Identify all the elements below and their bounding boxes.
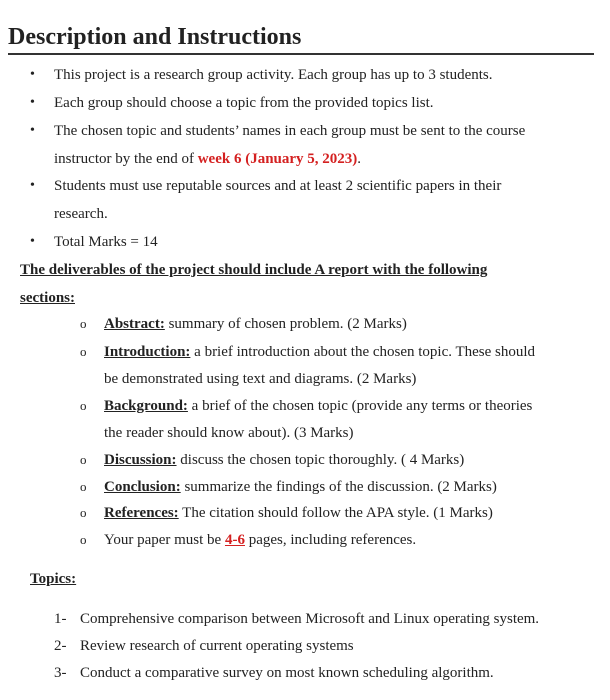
page-title: Description and Instructions xyxy=(8,22,594,55)
topic-item-3: Conduct a comparative survey on most known scheduling algorithm. xyxy=(80,665,494,681)
bullet-item-1: This project is a research group activity. Each group has up to 3 students. xyxy=(54,67,493,83)
sub-bullet-marker: o xyxy=(80,505,87,520)
section-text: summarize the findings of the discussion. (2 Marks) xyxy=(180,479,497,495)
section-background-line2: the reader should know about). (3 Marks) xyxy=(104,425,354,441)
section-text: discuss the chosen topic thoroughly. ( 4 Marks) xyxy=(176,452,465,468)
topics-heading: Topics: xyxy=(30,571,77,587)
bullet-marker: • xyxy=(30,95,35,110)
bullet-item-5: Total Marks = 14 xyxy=(54,234,158,250)
topic-number: 3- xyxy=(54,665,67,681)
section-references xyxy=(104,503,493,523)
sub-bullet-marker: o xyxy=(80,532,87,547)
topic-number: 1- xyxy=(54,611,67,627)
section-text: summary of chosen problem. (2 Marks) xyxy=(164,316,407,332)
page-length-prefix: Your paper must be xyxy=(104,532,225,548)
page-length-highlight: 4-6 xyxy=(224,532,245,548)
bullet-item-3-line2 xyxy=(54,149,361,169)
deliverables-heading-line1: The deliverables of the project should include A report with the following xyxy=(20,262,488,278)
section-label: Conclusion: xyxy=(104,479,181,495)
sub-bullet-marker: o xyxy=(80,452,87,467)
bullet-marker: • xyxy=(30,123,35,138)
bullet-marker: • xyxy=(30,178,35,193)
sub-bullet-marker: o xyxy=(80,479,87,494)
section-label: Discussion: xyxy=(104,452,177,468)
bullet-item-4-line2: research. xyxy=(54,206,108,222)
topic-item-2: Review research of current operating systems xyxy=(80,638,354,654)
section-conclusion xyxy=(104,477,497,497)
bullet-item-2: Each group should choose a topic from the provided topics list. xyxy=(54,95,434,111)
bullet-item-3-line1: The chosen topic and students’ names in each group must be sent to the course xyxy=(54,123,526,139)
bullet-marker: • xyxy=(30,234,35,249)
section-discussion xyxy=(104,450,464,470)
section-label: References: xyxy=(104,505,179,521)
section-introduction-line2: be demonstrated using text and diagrams. (2 Marks) xyxy=(104,371,417,387)
section-text: a brief of the chosen topic (provide any terms or theories xyxy=(187,398,533,414)
deliverables-heading-line2: sections: xyxy=(20,290,75,306)
topic-item-1: Comprehensive comparison between Microsoft and Linux operating system. xyxy=(80,611,540,627)
deadline-text: week 6 (January 5, 2023) xyxy=(197,151,358,167)
section-label: Abstract: xyxy=(104,316,165,332)
topic-number: 2- xyxy=(54,638,67,654)
section-label: Background: xyxy=(104,398,188,414)
bullet-marker: • xyxy=(30,67,35,82)
section-abstract xyxy=(104,314,407,334)
section-label: Introduction: xyxy=(104,344,191,360)
sub-bullet-marker: o xyxy=(80,344,87,359)
section-text: The citation should follow the APA style. (1 Marks) xyxy=(178,505,493,521)
page-length-suffix: pages, including references. xyxy=(244,532,417,548)
section-page-length xyxy=(104,530,416,550)
section-introduction xyxy=(104,342,535,362)
section-background xyxy=(104,396,532,416)
sub-bullet-marker: o xyxy=(80,398,87,413)
section-text: a brief introduction about the chosen topic. These should xyxy=(190,344,536,360)
bullet-item-3-prefix: instructor by the end of xyxy=(54,151,198,167)
bullet-item-4-line1: Students must use reputable sources and at least 2 scientific papers in their xyxy=(54,178,502,194)
bullet-item-3-suffix: . xyxy=(357,151,362,167)
sub-bullet-marker: o xyxy=(80,316,87,331)
